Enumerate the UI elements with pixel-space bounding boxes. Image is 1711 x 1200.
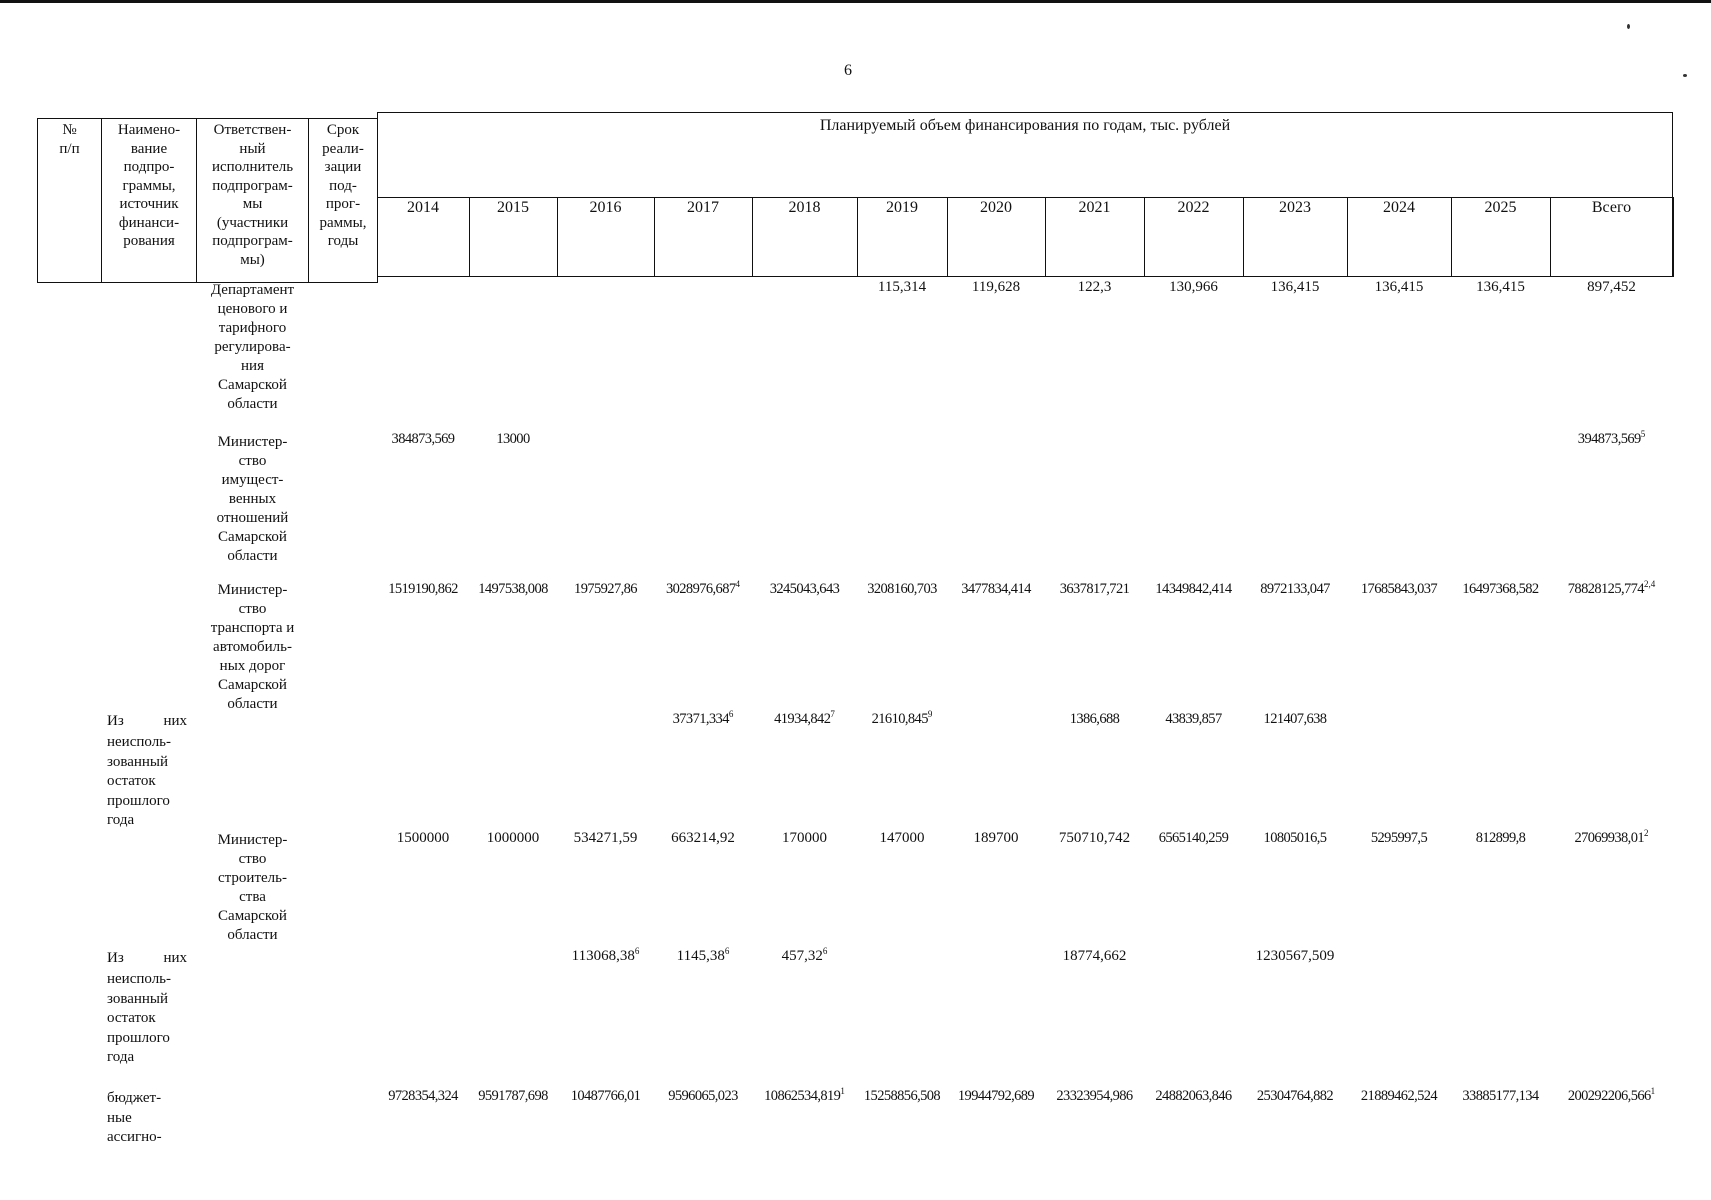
- value-text: 21889462,524: [1360, 1088, 1438, 1104]
- year-label: 2015: [497, 199, 529, 216]
- year-label: 2024: [1383, 199, 1415, 216]
- top-border-line: [0, 0, 1711, 3]
- footnote-marker: 7: [830, 709, 835, 719]
- value-cell: [654, 711, 752, 728]
- value-cell: [947, 581, 1045, 598]
- year-label: 2020: [980, 199, 1012, 216]
- value-text: 21610,845: [871, 711, 928, 727]
- scan-speck: [1627, 24, 1630, 29]
- value-text: 41934,842: [774, 711, 831, 727]
- value-text: 1386,688: [1069, 711, 1120, 727]
- value-cell: [377, 830, 469, 847]
- value-cell: [1550, 279, 1673, 296]
- value-cell: [947, 279, 1045, 296]
- value-cell: [1144, 279, 1243, 296]
- value-text: 200292206,566: [1567, 1088, 1651, 1104]
- value-text: 189700: [973, 830, 1019, 846]
- value-text: 13000: [496, 431, 530, 447]
- value-text: 384873,569: [391, 431, 455, 447]
- year-label: 2014: [407, 199, 439, 216]
- value-cell: [654, 830, 752, 847]
- footnote-marker: 4: [735, 579, 741, 589]
- value-text: 18774,662: [1062, 948, 1127, 964]
- value-cell: [1550, 1088, 1673, 1105]
- footnote-marker: 2,4: [1643, 579, 1656, 589]
- footnote-marker: 6: [724, 946, 730, 956]
- value-text: 394873,569: [1577, 431, 1641, 447]
- header-responsible-label: Ответствен- ный исполнитель подпрограм- мы (участники подпрограм- мы): [211, 122, 294, 268]
- year-label: 2021: [1078, 199, 1111, 216]
- value-text: 534271,59: [573, 830, 638, 846]
- value-cell: [1550, 431, 1673, 448]
- value-text: 750710,742: [1058, 830, 1131, 846]
- footnote-marker: 6: [634, 946, 640, 956]
- value-text: 897,452: [1587, 279, 1636, 295]
- value-text: 113068,38: [571, 948, 635, 964]
- value-cell: [654, 1088, 752, 1105]
- value-cell: [1045, 279, 1144, 296]
- value-cell: [469, 830, 557, 847]
- value-cell: [1144, 711, 1243, 728]
- value-text: 9728354,324: [388, 1088, 458, 1104]
- value-text: 136,415: [1476, 279, 1525, 295]
- label-ministry-property: Министер- ство имущест- венных отношений Самарской области: [216, 434, 289, 564]
- value-text: 37371,334: [672, 711, 729, 727]
- value-text: 19944792,689: [957, 1088, 1035, 1104]
- value-cell: [857, 830, 947, 847]
- value-text: 16497368,582: [1462, 581, 1539, 597]
- value-cell: [752, 1088, 857, 1105]
- label-transport-unused-head: [107, 713, 187, 730]
- label-budget: бюджет- ные ассигно-: [107, 1090, 162, 1145]
- value-cell: [1045, 948, 1144, 965]
- value-cell: [654, 948, 752, 965]
- value-cell: [469, 431, 557, 448]
- scan-speck: [1683, 74, 1687, 77]
- value-text: 6565140,259: [1158, 830, 1229, 846]
- value-cell: [752, 711, 857, 728]
- value-text: 5295997,5: [1370, 830, 1428, 846]
- value-cell: [469, 1088, 557, 1105]
- value-cell: [857, 711, 947, 728]
- value-text: 3477834,414: [961, 581, 1031, 597]
- value-text: 1975927,86: [574, 581, 637, 597]
- label-dept-tariff: Департамент ценового и тарифного регулирова- ния Самарской области: [210, 282, 295, 412]
- value-text: 3028976,687: [665, 581, 736, 597]
- value-cell: [1045, 830, 1144, 847]
- label-ministry-transport: Министер- ство транспорта и автомобиль- ных дорог Самарской области: [210, 582, 295, 712]
- value-cell: [377, 581, 469, 598]
- value-text: 119,628: [971, 279, 1021, 295]
- value-text: 663214,92: [671, 830, 735, 846]
- year-label: 2023: [1279, 199, 1311, 216]
- label-transport-unused: неисполь- зованный остаток прошлого года: [107, 734, 172, 828]
- value-cell: [1451, 830, 1550, 847]
- header-term-label: Срок реали- зации под- прог- раммы, годы: [319, 122, 367, 249]
- value-cell: [752, 948, 857, 965]
- value-cell: [557, 581, 654, 598]
- value-cell: [1347, 581, 1451, 598]
- year-label: 2016: [589, 199, 622, 216]
- value-text: 78828125,774: [1567, 581, 1644, 597]
- value-text: 1000000: [486, 830, 540, 846]
- value-cell: [857, 1088, 947, 1105]
- value-cell: [1347, 1088, 1451, 1105]
- value-text: 23323954,986: [1056, 1088, 1133, 1104]
- value-cell: [857, 279, 947, 296]
- value-cell: [1550, 830, 1673, 847]
- footnote-marker: 9: [927, 709, 933, 719]
- year-label: 2017: [687, 199, 719, 216]
- value-text: 3245043,643: [769, 581, 840, 597]
- value-cell: [1243, 1088, 1347, 1105]
- footnote-marker: 2: [1644, 828, 1649, 838]
- value-text: 812899,8: [1475, 830, 1526, 846]
- value-cell: [752, 830, 857, 847]
- value-cell: [947, 830, 1045, 847]
- value-cell: [654, 581, 752, 598]
- value-cell: [1243, 581, 1347, 598]
- year-label: 2018: [788, 199, 821, 216]
- value-text: 33885177,134: [1462, 1088, 1539, 1104]
- value-cell: [1451, 1088, 1550, 1105]
- year-label: 2019: [886, 199, 918, 216]
- value-cell: [1144, 1088, 1243, 1105]
- value-text: 27069938,01: [1574, 830, 1645, 846]
- value-text: 43839,857: [1165, 711, 1222, 727]
- value-text: 3208160,703: [867, 581, 937, 597]
- value-cell: [1347, 279, 1451, 296]
- value-cell: [1144, 830, 1243, 847]
- year-label: 2025: [1484, 199, 1517, 216]
- value-text: 130,966: [1169, 279, 1218, 295]
- value-text: 10487766,01: [570, 1088, 641, 1104]
- value-cell: [1347, 830, 1451, 847]
- value-text: 1497538,008: [478, 581, 548, 597]
- value-cell: [1451, 581, 1550, 598]
- label-iz: Из: [107, 713, 124, 729]
- value-text: 9591787,698: [478, 1088, 548, 1104]
- value-text: 122,3: [1077, 279, 1112, 295]
- value-text: 1230567,509: [1255, 948, 1335, 964]
- value-text: 136,415: [1270, 279, 1320, 295]
- label-nih: них: [163, 713, 187, 729]
- value-cell: [377, 1088, 469, 1105]
- value-cell: [557, 948, 654, 965]
- value-cell: [1243, 948, 1347, 965]
- footnote-marker: 6: [728, 709, 734, 719]
- value-cell: [1243, 279, 1347, 296]
- value-cell: [1451, 279, 1550, 296]
- value-text: 17685843,037: [1360, 581, 1438, 597]
- value-cell: [1243, 711, 1347, 728]
- value-cell: [947, 1088, 1045, 1105]
- value-text: 15258856,508: [863, 1088, 941, 1104]
- value-text: 8972133,047: [1260, 581, 1330, 597]
- label-construction-unused: неисполь- зованный остаток прошлого года: [107, 971, 172, 1065]
- label-construction-unused-head: [107, 950, 187, 967]
- value-text: 457,32: [781, 948, 823, 964]
- value-text: 3637817,721: [1059, 581, 1130, 597]
- page-number: 6: [844, 62, 852, 79]
- value-cell: [557, 1088, 654, 1105]
- value-cell: [1045, 1088, 1144, 1105]
- value-text: 1519190,862: [388, 581, 458, 597]
- label-ministry-construction: Министер- ство строитель- ства Самарской области: [217, 832, 288, 943]
- value-cell: [857, 581, 947, 598]
- value-cell: [1045, 711, 1144, 728]
- footnote-marker: 5: [1640, 429, 1646, 439]
- footnote-marker: 1: [1650, 1086, 1656, 1096]
- value-cell: [1045, 581, 1144, 598]
- value-text: 121407,638: [1263, 711, 1327, 727]
- header-name-label: Наимено- вание подпро- граммы, источник финанси- рования: [117, 122, 181, 249]
- year-label: 2022: [1177, 199, 1210, 216]
- label-iz: Из: [107, 950, 124, 966]
- year-label: Всего: [1591, 199, 1632, 216]
- value-cell: [1243, 830, 1347, 847]
- value-text: 147000: [879, 830, 925, 846]
- value-cell: [377, 431, 469, 448]
- value-text: 1500000: [396, 830, 450, 846]
- value-text: 170000: [782, 830, 827, 846]
- footnote-marker: 6: [822, 946, 828, 956]
- header-financing-title: Планируемый объем финансирования по годам, тыс. рублей: [819, 117, 1231, 134]
- value-text: 9596065,023: [668, 1088, 738, 1104]
- header-num-label: № п/п: [59, 122, 80, 157]
- value-text: 14349842,414: [1155, 581, 1232, 597]
- value-text: 25304764,882: [1256, 1088, 1334, 1104]
- value-cell: [469, 581, 557, 598]
- value-cell: [1144, 581, 1243, 598]
- label-nih: них: [163, 950, 187, 966]
- value-text: 10805016,5: [1263, 830, 1327, 846]
- value-text: 1145,38: [676, 948, 725, 964]
- value-text: 10862534,819: [764, 1088, 841, 1104]
- value-text: 136,415: [1374, 279, 1424, 295]
- value-cell: [1550, 581, 1673, 598]
- value-cell: [752, 581, 857, 598]
- value-text: 115,314: [877, 279, 927, 295]
- value-cell: [557, 830, 654, 847]
- value-text: 24882063,846: [1155, 1088, 1232, 1104]
- footnote-marker: 1: [840, 1086, 845, 1096]
